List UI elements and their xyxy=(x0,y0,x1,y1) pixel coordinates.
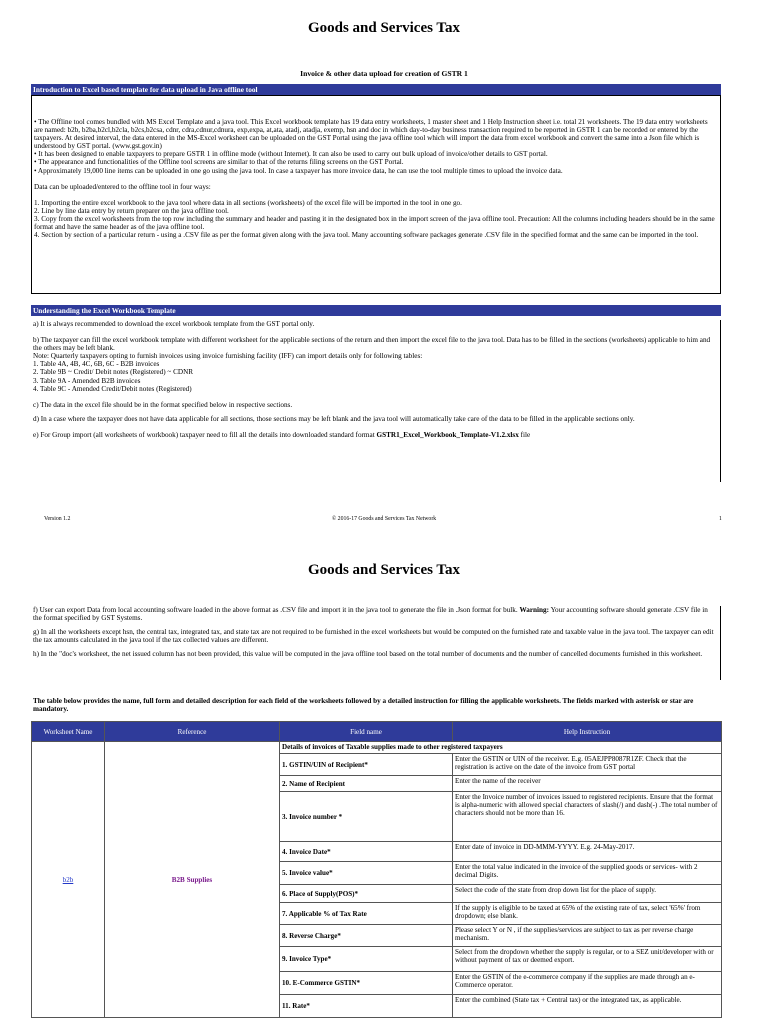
note-item: 1. Table 4A, 4B, 4C, 6B, 6C - B2B invoices xyxy=(33,360,160,369)
field-name: 7. Applicable % of Tax Rate xyxy=(280,903,453,925)
point-g: g) In all the worksheets except hsn, the central tax, integrated tax, and state tax are not required to be furnished in the excel worksheets but would be computed on the furnished rate and taxable value in the java tool. The taxpayer can edit the tax amounts calculated in the java tool if the tax collected values are different. xyxy=(33,628,714,645)
field-instructions-table xyxy=(31,721,722,1018)
reference-cell xyxy=(105,742,280,1018)
help-instruction: Enter the name of the receiver xyxy=(453,776,722,792)
worksheet-link-b2b[interactable]: b2b xyxy=(62,875,74,884)
field-name: 9. Invoice Type* xyxy=(280,947,453,972)
section-title: Details of invoices of Taxable supplies made to other registered taxpayers xyxy=(280,742,722,754)
intro-paragraph: • The Offline tool comes bundled with MS Excel Template and a java tool. This Excel workbook template has 19 data entry worksheets, 1 master sheet and 1 Help Instruction sheet i.e. total 21 worksheets. The 19 data entry worksheets are named: b2b, b2ba,b2cl,b2cla, b2cs,b2csa, cdnr, cdra,cdnur,cdnura, exp,expa, at,ata, atadj, atadja, exemp, hsn and doc in which day-to-day business transaction required to be reported in GSTR 1 can be recorded or entered by the taxpayers. At desired interval, the data entered in the MS-Excel worksheet can be uploaded on the GST Portal using the java offline tool which will import the data from excel workbook and convert the same into a Json file which is understood by GST portal. (www.gst.gov.in) xyxy=(34,118,708,151)
help-instruction: Enter the total value indicated in the invoice of the supplied goods or services- with 2 decimal Digits. xyxy=(453,862,722,885)
header-help-instruction: Help Instruction xyxy=(453,722,722,742)
intro-paragraph: • The appearance and functionalities of the Offline tool screens are similar to that of the returns filing screens on the GST Portal. xyxy=(34,158,404,167)
field-name: 10. E-Commerce GSTIN* xyxy=(280,972,453,995)
field-name: 3. Invoice number * xyxy=(280,792,453,842)
table-row xyxy=(32,742,722,754)
footer-page-number: 1 xyxy=(719,516,722,522)
intro-paragraph: • Approximately 19,000 line items can be uploaded in one go using the java tool. In case a taxpayer has more invoice data, he can use the tool multiple times to upload the invoice data. xyxy=(34,166,563,175)
page2-notes xyxy=(31,606,721,680)
help-instruction: Enter the Invoice number of invoices issued to registered recipients. Ensure that the format is alpha-numeric with allowed special characters of slash(/) and dash(-) .The total number of characters should not be more than 16. xyxy=(453,792,722,842)
point-d: d) In a case where the taxpayer does not have data applicable for all sections, those sections may be left blank and the java tool will automatically take care of the data to be filled in the applicable sections only. xyxy=(33,414,635,423)
intro-paragraph: • It has been designed to enable taxpayers to prepare GSTR 1 in offline mode (without Internet). It can also be used to carry out bulk upload of invoice/other details to GST portal. xyxy=(34,150,548,159)
way-item: 3. Copy from the excel worksheets from the top row including the summary and header and pasting it in the designated box in the import screen of the java offline tool. Precaution: All the columns including headers should be in the same format and have the same header as of the java offline tool. xyxy=(34,214,715,232)
way-item: 2. Line by line data entry by return preparer on the java offline tool. xyxy=(34,206,229,215)
point-h: h) In the "doc's worksheet, the net issued column has not been provided, this value will be computed in the java offline tool based on the total number of documents and the number of cancelled documents furnished in this worksheet. xyxy=(33,650,703,659)
help-instruction: Please select Y or N , if the supplies/services are subject to tax as per reverse charge mechanism. xyxy=(453,925,722,947)
field-name: 5. Invoice value* xyxy=(280,862,453,885)
table-intro: The table below provides the name, full form and detailed description for each field of the worksheets followed by a detailed instruction for filling the applicable worksheets. The fields marked with asterisk or star are mandatory. xyxy=(33,697,694,714)
header-field-name: Field name xyxy=(280,722,453,742)
help-instruction: Select from the dropdown whether the supply is regular, or to a SEZ unit/developer with or without payment of tax or deemed export. xyxy=(453,947,722,972)
worksheet-cell xyxy=(32,742,105,1018)
footer-copyright: © 2016-17 Goods and Services Tax Network xyxy=(331,516,437,522)
warning-label: Warning: xyxy=(519,606,550,614)
note: Note: Quarterly taxpayers opting to furnish invoices using invoice furnishing facility (IFF) can import details only for following tables: xyxy=(33,352,423,361)
template-filename: GSTR1_Excel_Workbook_Template-V1.2.xlsx xyxy=(376,430,519,439)
header-worksheet-name: Worksheet Name xyxy=(32,722,105,742)
note-item: 4. Table 9C - Amended Credit/Debit notes (Registered) xyxy=(33,384,192,393)
point-a: a) It is always recommended to download the excel workbook template from the GST portal only. xyxy=(33,320,315,328)
help-instruction: Enter date of invoice in DD-MMM-YYYY. E.g. 24-May-2017. xyxy=(453,842,722,862)
note-item: 2. Table 9B ~ Credit/ Debit notes (Registered) ~ CDNR xyxy=(33,368,194,377)
footer-version: Version 1.2 xyxy=(44,516,71,522)
intro-heading: Introduction to Excel based template for data upload in Java offline tool xyxy=(31,84,721,95)
help-instruction: Enter the GSTIN or UIN of the receiver. E.g. 05AEJPP8087R1ZF. Check that the registration is active on the date of the invoice from GST portal xyxy=(453,754,722,776)
page-subtitle: Invoice & other data upload for creation of GSTR 1 xyxy=(300,69,468,78)
field-name: 2. Name of Recipient xyxy=(280,776,453,792)
table-header-row xyxy=(32,722,722,742)
note-item: 3. Table 9A - Amended B2B invoices xyxy=(33,376,141,385)
point-e: e) For Group import (all worksheets of workbook) taxpayer need to fill all the details into downloaded standard format GSTR1_Excel_Workbook_Template-V1.2.xlsx file xyxy=(33,430,531,439)
intro-box xyxy=(31,95,721,294)
page-title: Goods and Services Tax xyxy=(307,20,461,36)
point-c: c) The data in the excel file should be in the format specified below in respective sections. xyxy=(33,400,293,409)
page2-title: Goods and Services Tax xyxy=(307,562,461,578)
understanding-heading: Understanding the Excel Workbook Template xyxy=(31,305,721,316)
header-reference: Reference xyxy=(105,722,280,742)
point-f: f) User can export Data from local accounting software loaded in the above format as .CSV file and import it in the java tool to generate the file in .Json format for bulk. Warning: Your accounting software should generate .CSV file in the format specified by GST Systems. xyxy=(33,606,708,623)
help-instruction: Enter the combined (State tax + Central tax) or the integrated tax, as applicable. xyxy=(453,995,722,1018)
field-name: 11. Rate* xyxy=(280,995,453,1018)
field-name: 4. Invoice Date* xyxy=(280,842,453,862)
field-name: 1. GSTIN/UIN of Recipient* xyxy=(280,754,453,776)
help-instruction: Select the code of the state from drop down list for the place of supply. xyxy=(453,885,722,903)
way-item: 4. Section by section of a particular return - using a .CSV file as per the format given along with the java tool. Many accounting software packages generate .CSV file in the specified format and the same can be imported in the tool. xyxy=(34,231,699,240)
understanding-body xyxy=(31,320,721,482)
way-item: 1. Importing the entire excel workbook to the java tool where data in all sections (worksheets) of the excel file will be imported in the tool in one go. xyxy=(34,198,462,207)
point-b: b) The taxpayer can fill the excel workbook template with different worksheet for the applicable sections of the return and then import the excel file to the java tool. Data has to be filled in the sections (worksheets) applicable to him and the others may be left blank. xyxy=(33,336,711,353)
help-instruction: Enter the GSTIN of the e-commerce company if the supplies are made through an e-Commerce operator. xyxy=(453,972,722,995)
field-name: 6. Place of Supply(POS)* xyxy=(280,885,453,903)
reference-b2b-supplies: B2B Supplies xyxy=(171,875,213,884)
ways-heading: Data can be uploaded/entered to the offline tool in four ways: xyxy=(34,182,211,191)
help-instruction: If the supply is eligible to be taxed at 65% of the existing rate of tax, select '65%' from dropdown; else blank. xyxy=(453,903,722,925)
field-name: 8. Reverse Charge* xyxy=(280,925,453,947)
